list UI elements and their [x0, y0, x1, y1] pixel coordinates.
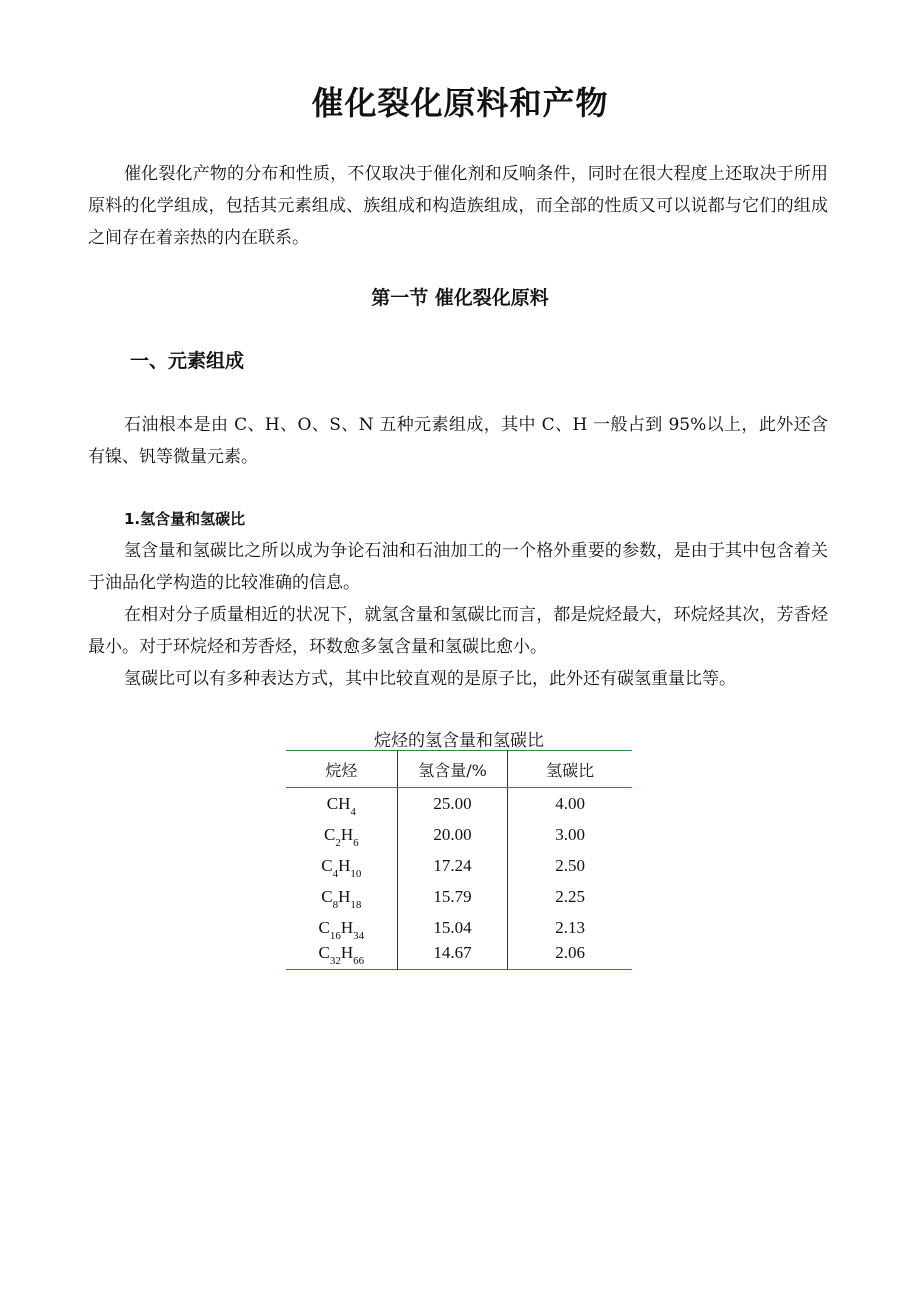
hydrogen-cell: 14.67	[397, 943, 508, 970]
ratio-cell: 2.25	[555, 886, 585, 906]
hydrogen-paragraph-2: 在相对分子质量相近的状况下，就氢含量和氢碳比而言，都是烷烃最大，环烷烃其次，芳香烃最小。对于环烷烃和芳香烃，环数愈多氢含量和氢碳比愈小。	[88, 605, 828, 657]
ratio-cell: 2.13	[555, 917, 585, 937]
ratio-cell: 3.00	[555, 824, 585, 844]
table-row	[286, 912, 632, 943]
hydrogen-cell: 20.00	[397, 819, 508, 850]
ratio-cell: 4.00	[555, 793, 585, 813]
formula-cell: $C_2H_6$	[324, 824, 359, 849]
table-row	[286, 819, 632, 850]
hydrogen-cell: 25.00	[397, 788, 508, 820]
formula-cell: $C_8H_{18}$	[321, 886, 362, 911]
document-title: 催化裂化原料和产物	[311, 84, 609, 122]
elements-paragraph: 石油根本是由 C、H、O、S、N 五种元素组成，其中 C、H 一般占到 95%以上，此外还含有镍、钒等微量元素。	[88, 415, 828, 467]
table-row	[286, 850, 632, 881]
formula-cell: $CH_4$	[326, 793, 356, 818]
table-header-row	[286, 751, 632, 788]
table-row	[286, 881, 632, 912]
ratio-cell: 2.06	[555, 943, 585, 962]
formula-cell: $C_4H_{10}$	[321, 855, 362, 880]
hydrogen-paragraph-1: 氢含量和氢碳比之所以成为争论石油和石油加工的一个格外重要的参数，是由于其中包含着关于油品化学构造的比较准确的信息。	[88, 541, 828, 593]
ratio-cell: 2.50	[555, 855, 585, 875]
hydrogen-cell: 15.04	[397, 912, 508, 943]
hydrogen-paragraph-3: 氢碳比可以有多种表达方式，其中比较直观的是原子比，此外还有碳氢重量比等。	[124, 669, 736, 689]
formula-cell: $C_{32}H_{66}$	[318, 943, 365, 967]
subsection-heading: 一、元素组成	[130, 350, 245, 372]
table-caption: 烷烃的氢含量和氢碳比	[374, 731, 544, 751]
header-hydrogen-content: 氢含量/%	[397, 751, 508, 788]
intro-paragraph: 催化裂化产物的分布和性质，不仅取决于催化剂和反响条件，同时在很大程度上还取决于所用原料的化学组成，包括其元素组成、族组成和构造族组成，而全部的性质又可以说都与它们的组成之间存在着亲热的内在联系。	[88, 164, 828, 248]
section-heading: 第一节 催化裂化原料	[371, 287, 549, 309]
header-alkane: 烷烃	[286, 751, 397, 788]
alkane-hydrogen-table	[286, 750, 632, 970]
header-hc-ratio: 氢碳比	[508, 751, 632, 788]
hydrogen-cell: 15.79	[397, 881, 508, 912]
item-heading: 1.氢含量和氢碳比	[124, 510, 246, 528]
table-row	[286, 943, 632, 970]
hydrogen-cell: 17.24	[397, 850, 508, 881]
formula-cell: $C_{16}H_{34}$	[318, 917, 365, 942]
table-row	[286, 788, 632, 820]
